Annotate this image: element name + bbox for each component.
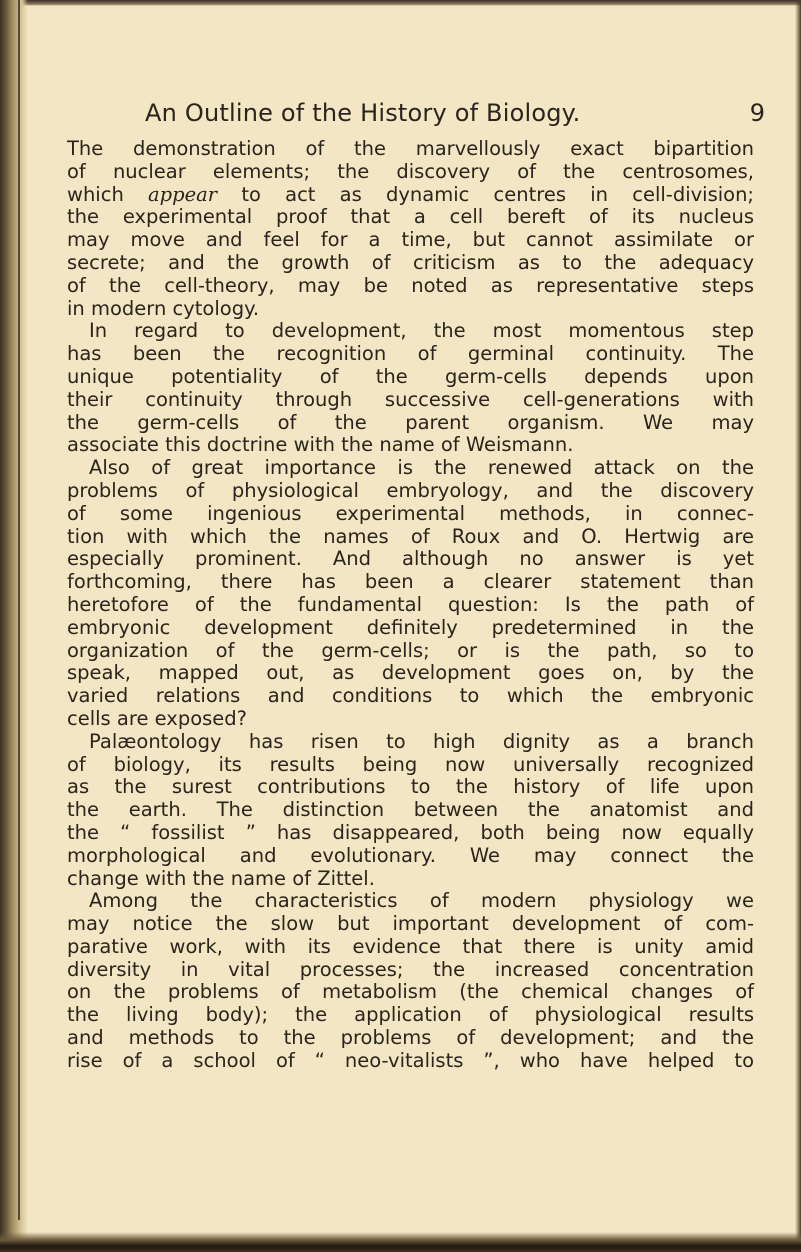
text-line: on the problems of metabolism (the chemical changes of [67, 980, 754, 1004]
running-title: An Outline of the History of Biology. [145, 99, 581, 127]
text-span: to act as dynamic centres in cell-division; [241, 182, 755, 206]
paragraph [67, 731, 754, 891]
page-number: 9 [749, 99, 765, 127]
text-line: may notice the slow but important development of com- [67, 912, 754, 936]
paragraph [67, 890, 754, 1072]
text-line: especially prominent. And although no answer is yet [67, 547, 754, 571]
paragraph [67, 457, 754, 731]
text-line: speak, mapped out, as development goes on, by the [67, 661, 754, 685]
text-span: which [67, 182, 124, 206]
text-line: the earth. The distinction between the anatomist and [67, 798, 754, 822]
text-line: rise of a school of “ neo-vitalists ”, who have helped to [67, 1048, 754, 1072]
text-line: cells are exposed? [67, 706, 248, 730]
page-bottom-edge [0, 1232, 801, 1252]
text-line: change with the name of Zittel. [67, 866, 375, 890]
text-line: secrete; and the growth of criticism as to the adequacy [67, 250, 754, 274]
text-line: in modern cytology. [67, 296, 260, 320]
text-line: heretofore of the fundamental question: Is the path of [67, 592, 754, 616]
text-line: parative work, with its evidence that there is unity amid [67, 934, 754, 958]
text-line: the germ-cells of the parent organism. We may [67, 410, 754, 434]
text-line: the experimental proof that a cell bereft of its nucleus [67, 205, 754, 229]
text-line [67, 184, 754, 207]
text-line: associate this doctrine with the name of Weismann. [67, 433, 574, 457]
paragraph [67, 138, 754, 320]
text-line: their continuity through successive cell-generations with [67, 387, 754, 411]
text-line: may move and feel for a time, but cannot assimilate or [67, 228, 754, 252]
text-line: organization of the germ-cells; or is the path, so to [67, 638, 754, 662]
italic-word: appear [148, 182, 218, 206]
text-line: the living body); the application of physiological results [67, 1003, 754, 1027]
paragraph [67, 320, 754, 457]
text-line: of biology, its results being now universally recognized [67, 752, 754, 776]
body-text [67, 138, 754, 1073]
text-line: tion with which the names of Roux and O. Hertwig are [67, 524, 754, 548]
text-line: In regard to development, the most momentous step [89, 319, 754, 343]
text-line: The demonstration of the marvellously exact bipartition [67, 137, 754, 160]
text-line: Also of great importance is the renewed attack on the [89, 456, 754, 480]
text-line: of the cell-theory, may be noted as representative steps [67, 273, 754, 297]
text-line: forthcoming, there has been a clearer statement than [67, 570, 754, 594]
text-line: Among the characteristics of modern physiology we [89, 889, 754, 913]
text-line: embryonic development definitely predetermined in the [67, 615, 754, 639]
page-header [145, 99, 765, 135]
text-line: and methods to the problems of development; and the [67, 1026, 754, 1050]
text-line: the “ fossilist ” has disappeared, both being now equally [67, 820, 754, 844]
text-line: Palæontology has risen to high dignity as a branch [89, 729, 754, 753]
page-right-edge [795, 0, 801, 1252]
text-line: of some ingenious experimental methods, in connec- [67, 501, 754, 525]
page-top-edge [0, 0, 801, 6]
text-line: diversity in vital processes; the increased concentration [67, 957, 754, 981]
text-line: unique potentiality of the germ-cells depends upon [67, 364, 754, 388]
text-line: varied relations and conditions to which the embryonic [67, 684, 754, 708]
text-line: morphological and evolutionary. We may connect the [67, 843, 754, 867]
text-line: of nuclear elements; the discovery of the centrosomes, [67, 159, 754, 183]
text-line: has been the recognition of germinal continuity. The [67, 342, 754, 366]
page-binding-edge [0, 0, 28, 1252]
binding-rule [18, 0, 20, 1220]
text-line: problems of physiological embryology, and the discovery [67, 478, 754, 502]
text-line: as the surest contributions to the history of life upon [67, 775, 754, 799]
